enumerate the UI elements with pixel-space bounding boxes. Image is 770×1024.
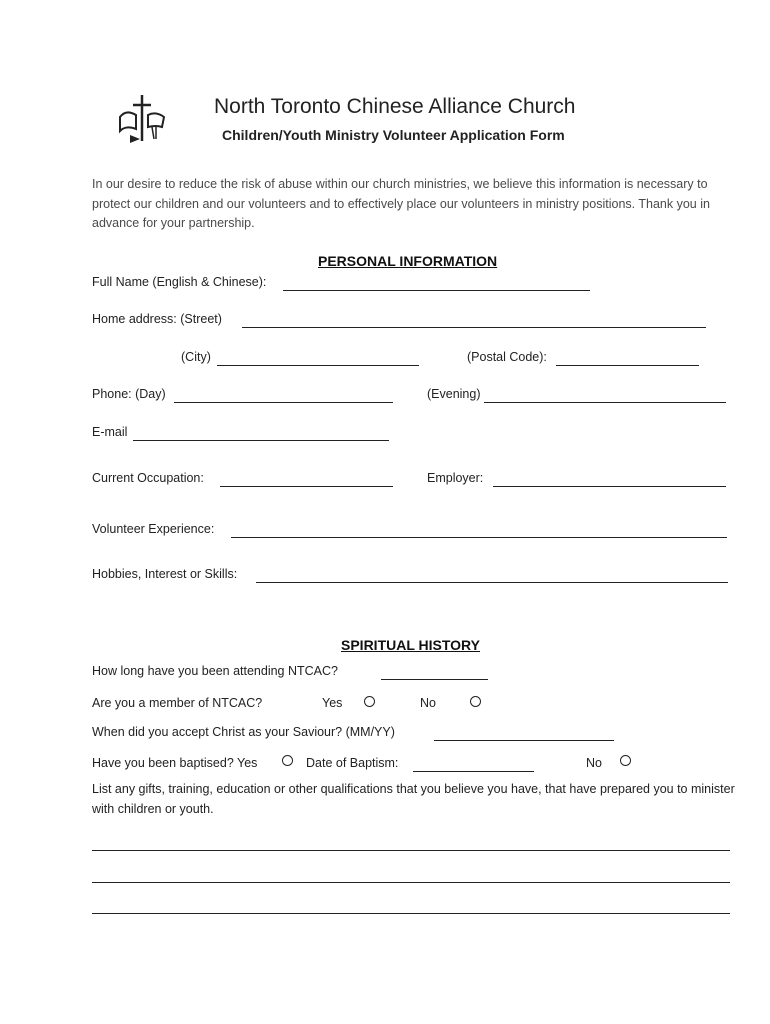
phone-evening-field[interactable] xyxy=(484,386,726,403)
church-name: North Toronto Chinese Alliance Church xyxy=(214,95,576,118)
baptism-date-label: Date of Baptism: xyxy=(306,756,399,770)
baptism-date-field[interactable] xyxy=(413,755,534,772)
gifts-answer-line[interactable] xyxy=(92,834,730,851)
volunteer-experience-label: Volunteer Experience: xyxy=(92,522,215,536)
email-field[interactable] xyxy=(133,424,389,441)
volunteer-experience-field[interactable] xyxy=(231,521,727,538)
full-name-field[interactable] xyxy=(283,274,590,291)
city-label: (City) xyxy=(181,350,211,364)
phone-day-field[interactable] xyxy=(174,386,393,403)
spiritual-history-heading: SPIRITUAL HISTORY xyxy=(341,637,480,653)
form-title: Children/Youth Ministry Volunteer Application Form xyxy=(222,127,565,143)
street-label: Home address: (Street) xyxy=(92,312,222,326)
gifts-answer-line[interactable] xyxy=(92,866,730,883)
member-label: Are you a member of NTCAC? xyxy=(92,696,263,710)
gifts-answer-line[interactable] xyxy=(92,897,730,914)
member-no-label: No xyxy=(420,696,436,710)
postal-code-field[interactable] xyxy=(556,349,699,366)
hobbies-field[interactable] xyxy=(256,566,728,583)
baptised-no-radio[interactable] xyxy=(620,755,631,766)
attending-label: How long have you been attending NTCAC? xyxy=(92,664,338,678)
baptised-yes-radio[interactable] xyxy=(282,755,293,766)
baptised-no-label: No xyxy=(586,756,602,770)
accept-christ-field[interactable] xyxy=(434,724,614,741)
intro-paragraph: In our desire to reduce the risk of abuse within our church ministries, we believe this information is necessary to protect our children and our volunteers and to effectively place our volunteers in ministry positions. Thank you in advance for your partnership. xyxy=(92,177,710,230)
postal-code-label: (Postal Code): xyxy=(467,350,547,364)
attending-field[interactable] xyxy=(381,663,488,680)
employer-field[interactable] xyxy=(493,470,726,487)
member-yes-radio[interactable] xyxy=(364,696,375,707)
personal-information-heading: PERSONAL INFORMATION xyxy=(318,253,498,269)
member-no-radio[interactable] xyxy=(470,696,481,707)
city-field[interactable] xyxy=(217,349,419,366)
occupation-label: Current Occupation: xyxy=(92,471,204,485)
phone-day-label: Phone: (Day) xyxy=(92,387,166,401)
email-label: E-mail xyxy=(92,425,128,439)
member-yes-label: Yes xyxy=(322,696,343,710)
church-logo-icon xyxy=(116,93,168,145)
hobbies-label: Hobbies, Interest or Skills: xyxy=(92,567,238,581)
full-name-label: Full Name (English & Chinese): xyxy=(92,275,267,289)
occupation-field[interactable] xyxy=(220,470,393,487)
employer-label: Employer: xyxy=(427,471,484,485)
street-field[interactable] xyxy=(242,311,706,328)
baptised-label: Have you been baptised? Yes xyxy=(92,756,258,770)
phone-evening-label: (Evening) xyxy=(427,387,481,401)
accept-christ-label: When did you accept Christ as your Saviour? (MM/YY) xyxy=(92,725,395,739)
gifts-question: List any gifts, training, education or other qualifications that you believe you have, that have prepared you to minister with children or youth. xyxy=(92,782,735,816)
